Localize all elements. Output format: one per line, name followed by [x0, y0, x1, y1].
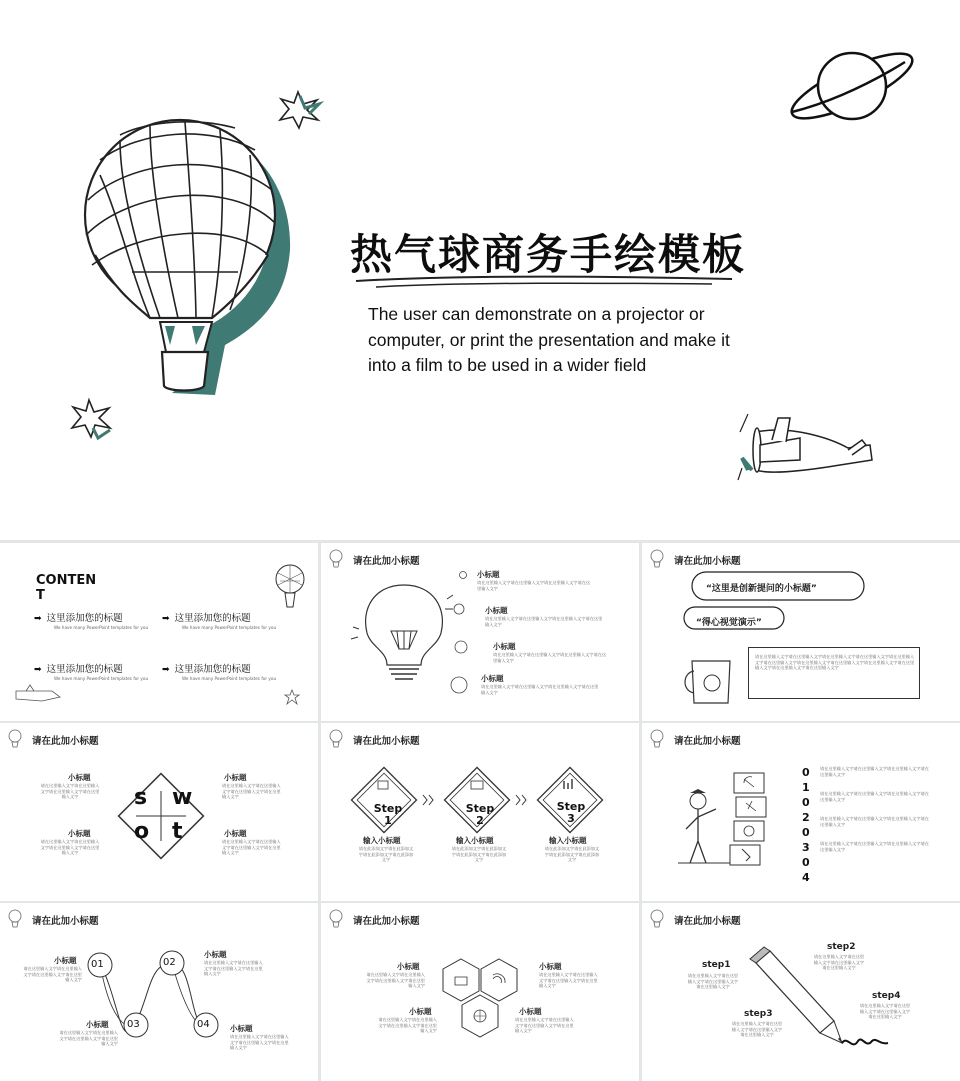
pencil-step: step4 [872, 991, 901, 1001]
balloon-icon [272, 563, 312, 611]
number-item: 04 [802, 856, 810, 884]
slide-balloon-icon [8, 909, 22, 929]
teacher-illustration [672, 763, 792, 873]
item-title: 小标题 [539, 962, 562, 971]
item-body: 请在这里输入文字请在这里输入文字请在这里输入文字请在这里输入文字 [820, 816, 929, 827]
step-title: 输入小标题 [363, 836, 401, 845]
item-body: 请在这里输入文字请在这里输入文字请在这里输入文字请在这里输入文字 [539, 972, 598, 989]
item-body: 请在这里输入文字请在这里输入文字请在这里输入文字请在这里输入文字 [481, 684, 599, 695]
item-body: 请在这里输入文字请在这里输入文字请在这里输入文字请在这里输入文字 [859, 1003, 911, 1020]
number-item: 03 [802, 826, 810, 854]
wave-number: 01 [91, 959, 104, 970]
item-body: 请在这里输入文字请在这里输入文字请在这里输入文字请在这里输入文字 [820, 791, 929, 802]
item-body: 请在这里输入文字请在这里输入文字请在这里输入文字请在这里输入文字 [515, 1017, 574, 1034]
step-label: Step 1 [373, 802, 403, 827]
item-body: 请在这里输入文字请在这里输入文字请在这里输入文字请在这里输入文字 [23, 966, 82, 983]
slide-balloon-icon [650, 729, 664, 749]
slide-thumbnail-question[interactable] [642, 543, 960, 721]
contents-item-sub: We have many PowerPoint templates for you [54, 625, 149, 630]
subtitle-description: The user can demonstrate on a projector or computer, or print the presentation and make it into a film to be used in a wider field [368, 304, 730, 375]
contents-item: ➡ 这里添加您的标题 We have many PowerPoint templates for you [162, 664, 277, 681]
item-body: 请在这里输入文字请在这里输入文字请在这里输入文字请在这里输入文字 [813, 954, 865, 971]
item-body: 请在这里输入文字请在这里输入文字请在这里输入文字请在这里输入文字 [40, 783, 100, 800]
item-title: 小标题 [68, 773, 91, 782]
swot-s: s [134, 785, 148, 810]
slide-thumbnail-pencil[interactable] [642, 903, 960, 1081]
speech-bubbles [682, 569, 882, 639]
item-body: 请在这里输入文字请在这里输入文字请在这里输入文字请在这里输入文字 [204, 960, 263, 977]
slide-thumbnail-steps[interactable] [321, 723, 639, 901]
contents-item: ➡ 这里添加您的标题 We have many PowerPoint templates for you [34, 664, 149, 681]
item-body: 请在这里输入文字请在这里输入文字请在这里输入文字请在这里输入文字 [378, 1017, 437, 1034]
pencil-step: step3 [744, 1009, 773, 1019]
item-body: 请在这里输入文字请在这里输入文字请在这里输入文字请在这里输入文字 [40, 839, 100, 856]
swot-o: o [134, 819, 150, 844]
slide-thumbnail-bulb[interactable] [321, 543, 639, 721]
number-item: 02 [802, 796, 810, 824]
item-body: 请在这里输入文字请在这里输入文字请在这里输入文字请在这里输入文字 [820, 766, 929, 777]
slide-balloon-icon [329, 729, 343, 749]
question-1: “这里是创新提问的小标题” [706, 584, 817, 594]
item-title: 小标题 [493, 642, 516, 651]
text-box [748, 647, 920, 699]
item-title: 小标题 [477, 570, 500, 579]
slide-subtitle: 请在此加小标题 [674, 736, 741, 747]
slide-subtitle: 请在此加小标题 [353, 556, 420, 567]
item-body: 请在这里输入文字请在这里输入文字请在这里输入文字请在这里输入文字 [820, 841, 929, 852]
step-body: 请在此添加文字请在此添加文字请在此添加文字请在此添加文字 [544, 846, 600, 863]
step-label: Step 3 [556, 800, 586, 825]
slide-balloon-icon [8, 729, 22, 749]
contents-heading: CONTEN T [36, 573, 97, 603]
item-title: 小标题 [409, 1007, 432, 1016]
contents-item-sub: We have many PowerPoint templates for you [182, 676, 277, 681]
contents-item: ➡ 这里添加您的标题 We have many PowerPoint templates for you [34, 613, 149, 630]
pencil-step: step2 [827, 942, 856, 952]
contents-item: ➡ 这里添加您的标题 We have many PowerPoint templates for you [162, 613, 277, 630]
slide-subtitle: 请在此加小标题 [674, 916, 741, 927]
item-body: 请在这里输入文字请在这里输入文字请在这里输入文字请在这里输入文字 [230, 1034, 289, 1051]
contents-item-label: 这里添加您的标题 [174, 664, 251, 675]
item-title: 小标题 [86, 1020, 109, 1029]
swot-t: t [172, 819, 183, 844]
item-title: 小标题 [519, 1007, 542, 1016]
item-title: 小标题 [485, 606, 508, 615]
item-body: 请在这里输入文字请在这里输入文字请在这里输入文字请在这里输入文字 [493, 652, 607, 663]
item-body: 请在这里输入文字请在这里输入文字请在这里输入文字请在这里输入文字 [687, 973, 739, 990]
wave-number: 03 [127, 1019, 140, 1030]
bullet-circles [449, 567, 469, 707]
pencil-step: step1 [702, 960, 731, 970]
item-title: 小标题 [54, 956, 77, 965]
hexagon-cluster [425, 953, 535, 1053]
slide-thumbnail-swot[interactable] [0, 723, 318, 901]
item-title: 小标题 [224, 773, 247, 782]
slide-balloon-icon [329, 909, 343, 929]
slide-thumbnail-grid [0, 540, 960, 1081]
slide-balloon-icon [650, 909, 664, 929]
item-body: 请在这里输入文字请在这里输入文字请在这里输入文字请在这里输入文字 [222, 783, 281, 800]
item-body: 请在这里输入文字请在这里输入文字请在这里输入文字请在这里输入文字 [366, 972, 425, 989]
contents-item-label: 这里添加您的标题 [46, 664, 123, 675]
page-title: 热气球商务手绘模板 [350, 230, 747, 279]
text-box-body: 请在这里输入文字请在这里输入文字请在这里输入文字请在这里输入文字请在这里输入文字请在这里输入文字请在这里输入文字请在这里输入文字请在这里输入文字请在这里输入文字请在这里输入文字请在这里输入文字 [755, 654, 915, 671]
airplane-icon [12, 683, 62, 705]
slide-balloon-icon [329, 549, 343, 569]
item-body: 请在这里输入文字请在这里输入文字请在这里输入文字请在这里输入文字 [222, 839, 281, 856]
number-item: 01 [802, 766, 810, 794]
item-title: 小标题 [68, 829, 91, 838]
slide-thumbnail-teacher[interactable] [642, 723, 960, 901]
title-slide [0, 0, 960, 540]
item-title: 小标题 [204, 950, 227, 959]
item-title: 小标题 [481, 674, 504, 683]
contents-item-sub: We have many PowerPoint templates for you [54, 676, 149, 681]
step-title: 输入小标题 [456, 836, 494, 845]
step-body: 请在此添加文字请在此添加文字请在此添加文字请在此添加文字 [358, 846, 414, 863]
slide-thumbnail-contents[interactable] [0, 543, 318, 721]
slide-thumbnail-wave[interactable] [0, 903, 318, 1081]
slide-balloon-icon [650, 549, 664, 569]
question-2: “得心视觉演示” [696, 618, 762, 628]
step-label: Step 2 [465, 802, 495, 827]
wave-number: 04 [197, 1019, 210, 1030]
item-body: 请在这里输入文字请在这里输入文字请在这里输入文字请在这里输入文字 [477, 580, 591, 591]
slide-subtitle: 请在此加小标题 [32, 736, 99, 747]
wave-number: 02 [163, 957, 176, 968]
slide-subtitle: 请在此加小标题 [674, 556, 741, 567]
item-title: 小标题 [230, 1024, 253, 1033]
numbers-column [802, 765, 812, 885]
item-body: 请在这里输入文字请在这里输入文字请在这里输入文字请在这里输入文字 [731, 1021, 783, 1038]
item-title: 小标题 [224, 829, 247, 838]
swot-w: w [172, 785, 193, 810]
slide-subtitle: 请在此加小标题 [353, 736, 420, 747]
slide-thumbnail-hexagons[interactable] [321, 903, 639, 1081]
slide-subtitle: 请在此加小标题 [32, 916, 99, 927]
swot-diamond [106, 761, 216, 871]
mug-icon [682, 651, 742, 711]
step-title: 输入小标题 [549, 836, 587, 845]
lightbulb-icon [349, 579, 459, 689]
step-body: 请在此添加文字请在此添加文字请在此添加文字请在此添加文字 [451, 846, 507, 863]
contents-item-sub: We have many PowerPoint templates for you [182, 625, 277, 630]
star-icon [284, 689, 300, 705]
slide-subtitle: 请在此加小标题 [353, 916, 420, 927]
contents-item-label: 这里添加您的标题 [174, 613, 251, 624]
contents-item-label: 这里添加您的标题 [46, 613, 123, 624]
item-title: 小标题 [397, 962, 420, 971]
item-body: 请在这里输入文字请在这里输入文字请在这里输入文字请在这里输入文字 [485, 616, 603, 627]
item-body: 请在这里输入文字请在这里输入文字请在这里输入文字请在这里输入文字 [59, 1030, 118, 1047]
